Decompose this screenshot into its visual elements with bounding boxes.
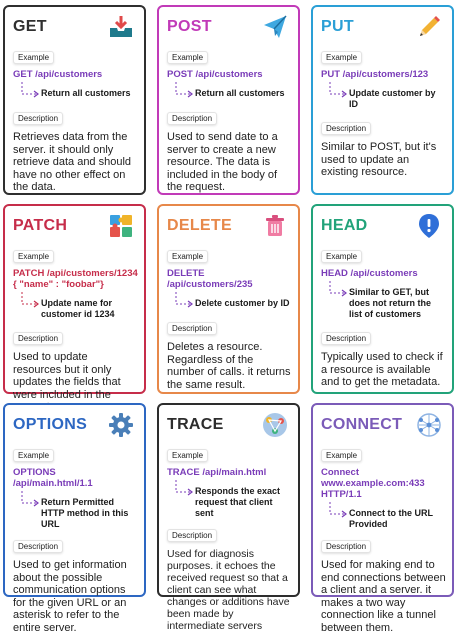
result-text: Connect to the URL Provided xyxy=(349,508,433,529)
card-connect xyxy=(311,403,454,634)
card-post xyxy=(157,5,300,195)
arrow-icon xyxy=(173,480,195,498)
method-title: HEAD xyxy=(321,217,368,234)
network-globe-icon xyxy=(260,410,290,440)
card-head xyxy=(311,204,454,394)
description-label: Description xyxy=(167,322,217,335)
example-label: Example xyxy=(321,449,362,462)
description-text: Typically used to check if a resource is available and to get the metadata. xyxy=(321,351,443,389)
endpoint: HEAD /api/customers xyxy=(321,268,418,279)
pencil-icon xyxy=(414,12,444,42)
description-label: Description xyxy=(321,540,371,553)
card-get xyxy=(3,5,146,195)
gear-icon xyxy=(106,410,136,440)
card-delete xyxy=(157,204,300,394)
example-label: Example xyxy=(167,250,208,263)
description-text: Similar to POST, but it's used to update an existing resource. xyxy=(321,141,437,179)
arrow-icon xyxy=(19,82,41,100)
alert-pin-icon xyxy=(414,211,444,241)
card-options xyxy=(3,403,146,634)
endpoint: GET /api/customers xyxy=(13,69,103,80)
inbox-download-icon xyxy=(106,12,136,42)
description-label: Description xyxy=(167,529,217,542)
description-label: Description xyxy=(321,332,371,345)
method-title: OPTIONS xyxy=(13,416,88,433)
arrow-icon xyxy=(19,491,41,509)
example-label: Example xyxy=(321,250,362,263)
description-label: Description xyxy=(13,540,63,553)
method-title: PATCH xyxy=(13,217,68,234)
method-title: POST xyxy=(167,18,212,35)
endpoint: TRACE /api/main.html xyxy=(167,467,267,478)
example-label: Example xyxy=(167,449,208,462)
endpoint: DELETE /api/customers/235 xyxy=(167,268,253,290)
result-text: Update customer by ID xyxy=(349,88,436,109)
result-text: Delete customer by ID xyxy=(195,298,290,308)
method-title: GET xyxy=(13,18,47,35)
example-label: Example xyxy=(321,51,362,64)
card-put xyxy=(311,5,454,195)
arrow-icon xyxy=(19,292,41,310)
method-title: TRACE xyxy=(167,416,224,433)
description-text: Used for making end to end connections between a client and a server. it makes a two way connection like a tunnel between them. xyxy=(321,559,446,634)
result-text: Return Permitted HTTP method in this URL xyxy=(41,497,129,529)
example-label: Example xyxy=(13,51,54,64)
result-text: Return all customers xyxy=(41,88,131,98)
endpoint: Connect www.example.com:433 HTTP/1.1 xyxy=(321,467,425,500)
result-text: Responds the exact request that client sent xyxy=(195,486,281,518)
method-title: CONNECT xyxy=(321,416,403,433)
card-trace xyxy=(157,403,300,632)
arrow-icon xyxy=(327,502,349,520)
endpoint: PATCH /api/customers/1234 { "name" : "foobar"} xyxy=(13,268,138,290)
description-label: Description xyxy=(13,112,63,125)
result-text: Update name for customer id 1234 xyxy=(41,298,115,319)
method-title: PUT xyxy=(321,18,354,35)
description-text: Used for diagnosis purposes. it echoes the received request so that a client can see what changes or additions have been made by intermediate servers xyxy=(167,548,290,632)
network-nodes-icon xyxy=(414,410,444,440)
description-label: Description xyxy=(167,112,217,125)
result-text: Similar to GET, but does not return the list of customers xyxy=(349,287,432,319)
arrow-icon xyxy=(173,82,195,100)
description-text: Retrieves data from the server. it should only retrieve data and should have no other effect on the data. xyxy=(13,131,132,194)
description-text: Used to send date to a server to create a new resource. The data is included in the body of the request. xyxy=(167,131,278,194)
description-text: Deletes a resource. Regardless of the number of calls. it returns the same result. xyxy=(167,341,291,391)
trash-icon xyxy=(260,211,290,241)
example-label: Example xyxy=(167,51,208,64)
paper-plane-icon xyxy=(260,12,290,42)
result-text: Return all customers xyxy=(195,88,285,98)
description-text: Used to update resources but it only updates the fields that were included in the xyxy=(13,351,121,401)
example-label: Example xyxy=(13,250,54,263)
example-label: Example xyxy=(13,449,54,462)
description-text: Used to get information about the possible communication options for the given URL or an asterisk to refer to the entire server. xyxy=(13,559,127,634)
description-label: Description xyxy=(13,332,63,345)
description-label: Description xyxy=(321,122,371,135)
puzzle-icon xyxy=(106,211,136,241)
method-title: DELETE xyxy=(167,217,232,234)
endpoint: OPTIONS /api/main.html/1.1 xyxy=(13,467,93,489)
arrow-icon xyxy=(173,292,195,310)
arrow-icon xyxy=(327,82,349,100)
endpoint: PUT /api/customers/123 xyxy=(321,69,429,80)
arrow-icon xyxy=(327,281,349,299)
card-patch xyxy=(3,204,146,401)
endpoint: POST /api/customers xyxy=(167,69,263,80)
